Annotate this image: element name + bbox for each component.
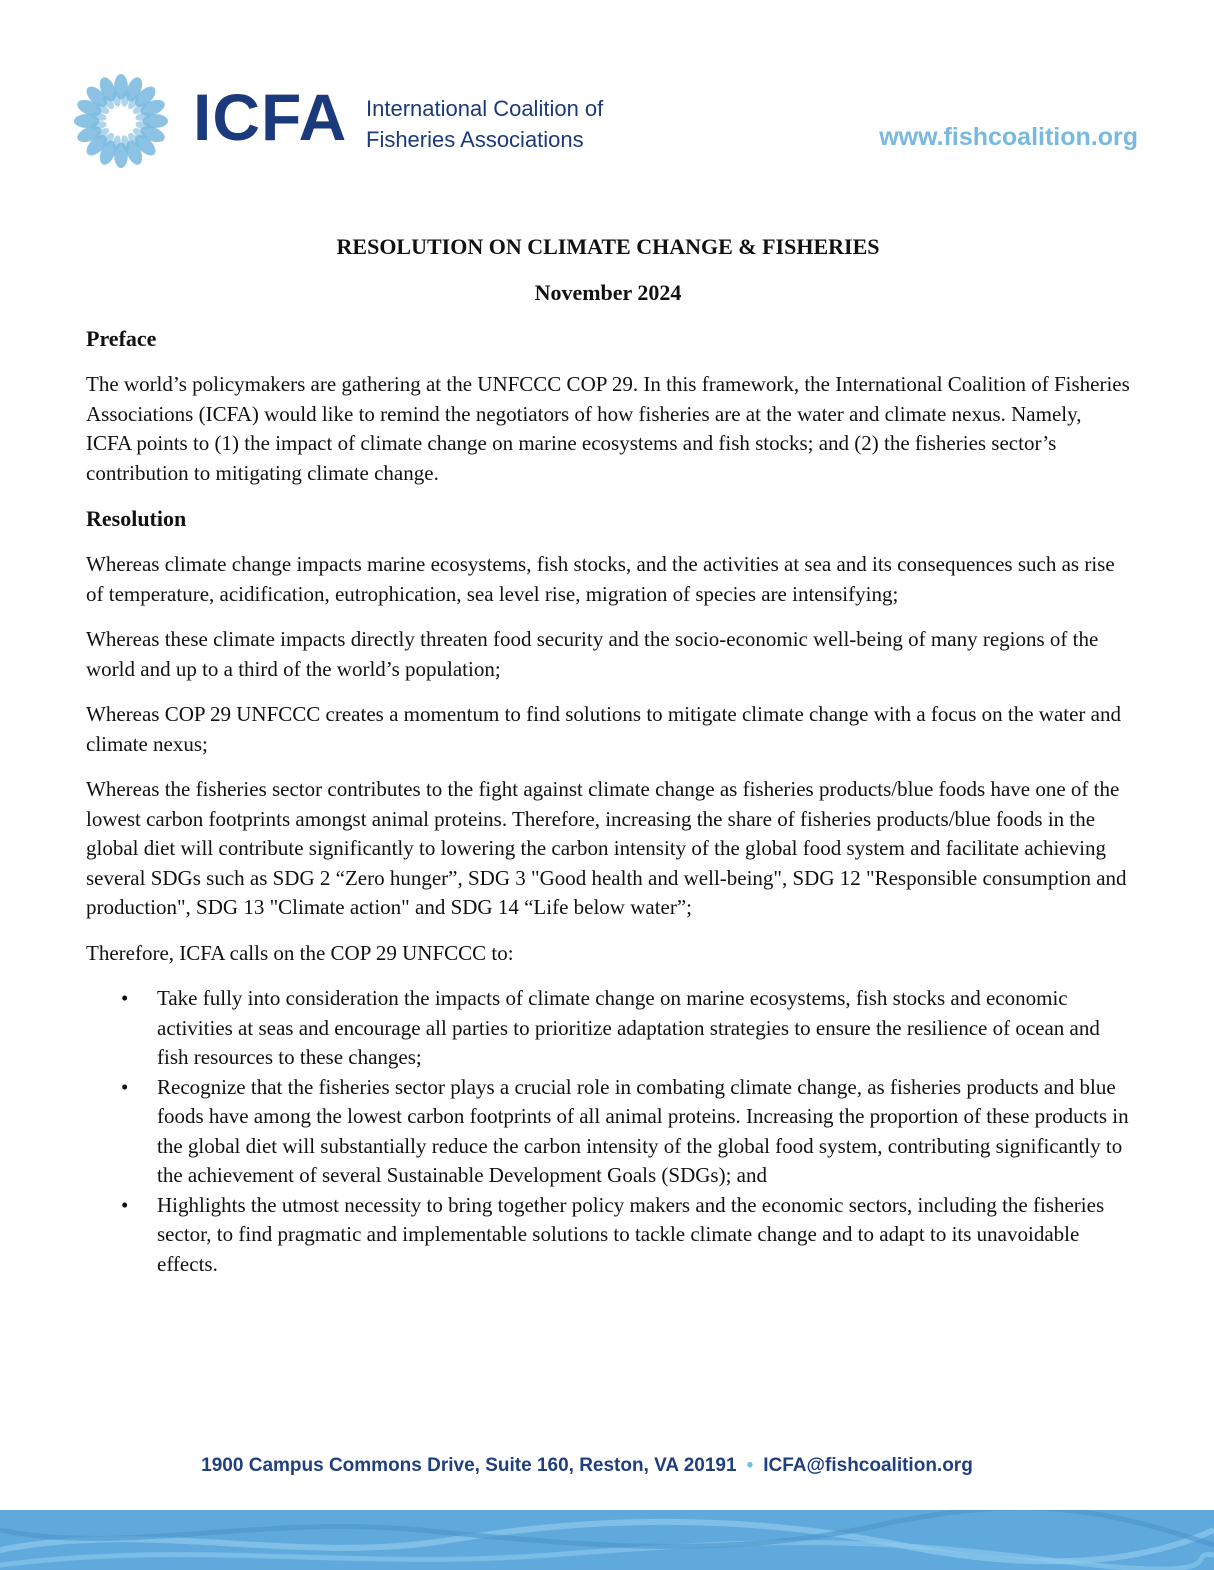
logo-center bbox=[107, 107, 134, 134]
whereas-clause: Whereas COP 29 UNFCCC creates a momentum to find solutions to mitigate climate change with a focus on the water and climate nexus; bbox=[86, 702, 1121, 756]
footer-wave-band bbox=[0, 1510, 1214, 1570]
bullet-icon: • bbox=[121, 1074, 129, 1099]
preface-paragraph: The world’s policymakers are gathering at the UNFCCC COP 29. In this framework, the International Coalition of Fisheries Associations (ICFA) would like to remind the negotiators of how fisheries are at the water and climate nexus. Namely, ICFA points to (1) the impact of climate change on marine ecosystems and fish stocks; and (2) the fisheries sector’s contribution to mitigating climate change. bbox=[86, 372, 1130, 485]
bullet-icon: • bbox=[121, 1192, 129, 1217]
list-item-text: Take fully into consideration the impacts of climate change on marine ecosystems, fish stocks and economic activities at seas and encourage all parties to prioritize adaptation strategies to ensure the resilience of ocean and fish resources to these changes; bbox=[157, 986, 1100, 1069]
document-body bbox=[86, 232, 1130, 1279]
document-title: RESOLUTION ON CLIMATE CHANGE & FISHERIES bbox=[336, 234, 880, 259]
bullet-icon: • bbox=[121, 986, 129, 1010]
whereas-clause: Whereas climate change impacts marine ecosystems, fish stocks, and the activities at sea and its consequences such as rise of temperature, acidification, eutrophication, sea level rise, migration of species are intensifying; bbox=[86, 552, 1115, 606]
footer-separator: • bbox=[746, 1455, 754, 1476]
org-full-name bbox=[366, 93, 603, 155]
document-date: November 2024 bbox=[534, 280, 682, 305]
whereas-clause: Whereas the fisheries sector contributes to the fight against climate change as fisheries products/blue foods have one of the lowest carbon footprints amongst animal proteins. Therefore, increasing the share of fisheries products/blue foods in the global diet will contribute significantly to lowering the carbon intensity of the global food system and facilitate achieving several SDGs such as SDG 2 “Zero hunger”, SDG 3 "Good health and well-being", SDG 12 "Responsible consumption and production", SDG 13 "Climate action" and SDG 14 “Life below water”; bbox=[86, 777, 1127, 919]
call-to-action-list bbox=[86, 984, 1130, 1279]
website-link[interactable]: www.fishcoalition.org bbox=[879, 123, 1138, 151]
list-item bbox=[121, 984, 1130, 1073]
list-item-text: Highlights the utmost necessity to bring together policy makers and the economic sectors, including the fisheries sector, to find pragmatic and implementable solutions to tackle climate change and to adapt to its unavoidable effects. bbox=[157, 1192, 1105, 1276]
org-name-line-2: Fisheries Associations bbox=[366, 127, 584, 152]
letterhead bbox=[0, 0, 1214, 200]
icfa-flower-logo-icon bbox=[72, 72, 170, 170]
footer-email-link[interactable]: ICFA@fishcoalition.org bbox=[763, 1455, 973, 1476]
resolution-heading: Resolution bbox=[86, 506, 187, 531]
whereas-clause: Whereas these climate impacts directly threaten food security and the socio-economic well-being of many regions of the world and up to a third of the world’s population; bbox=[86, 627, 1099, 681]
list-item bbox=[121, 1191, 1130, 1280]
list-item-text: Recognize that the fisheries sector plays a crucial role in combating climate change, as fisheries products and blue foods have among the lowest carbon footprints of all animal proteins. Increasing the proportion of these products in the global diet will substantially reduce the carbon intensity of the global food system, contributing significantly to the achievement of several Sustainable Development Goals (SDGs); and bbox=[157, 1074, 1129, 1187]
preface-heading: Preface bbox=[86, 326, 157, 351]
list-item bbox=[121, 1073, 1130, 1191]
footer-address: 1900 Campus Commons Drive, Suite 160, Reston, VA 20191 bbox=[201, 1455, 737, 1476]
therefore-statement: Therefore, ICFA calls on the COP 29 UNFCCC to: bbox=[86, 940, 514, 965]
org-name-line-1: International Coalition of bbox=[366, 96, 604, 121]
footer-contact bbox=[0, 1455, 1174, 1477]
logo-wordmark: ICFA bbox=[193, 80, 348, 154]
